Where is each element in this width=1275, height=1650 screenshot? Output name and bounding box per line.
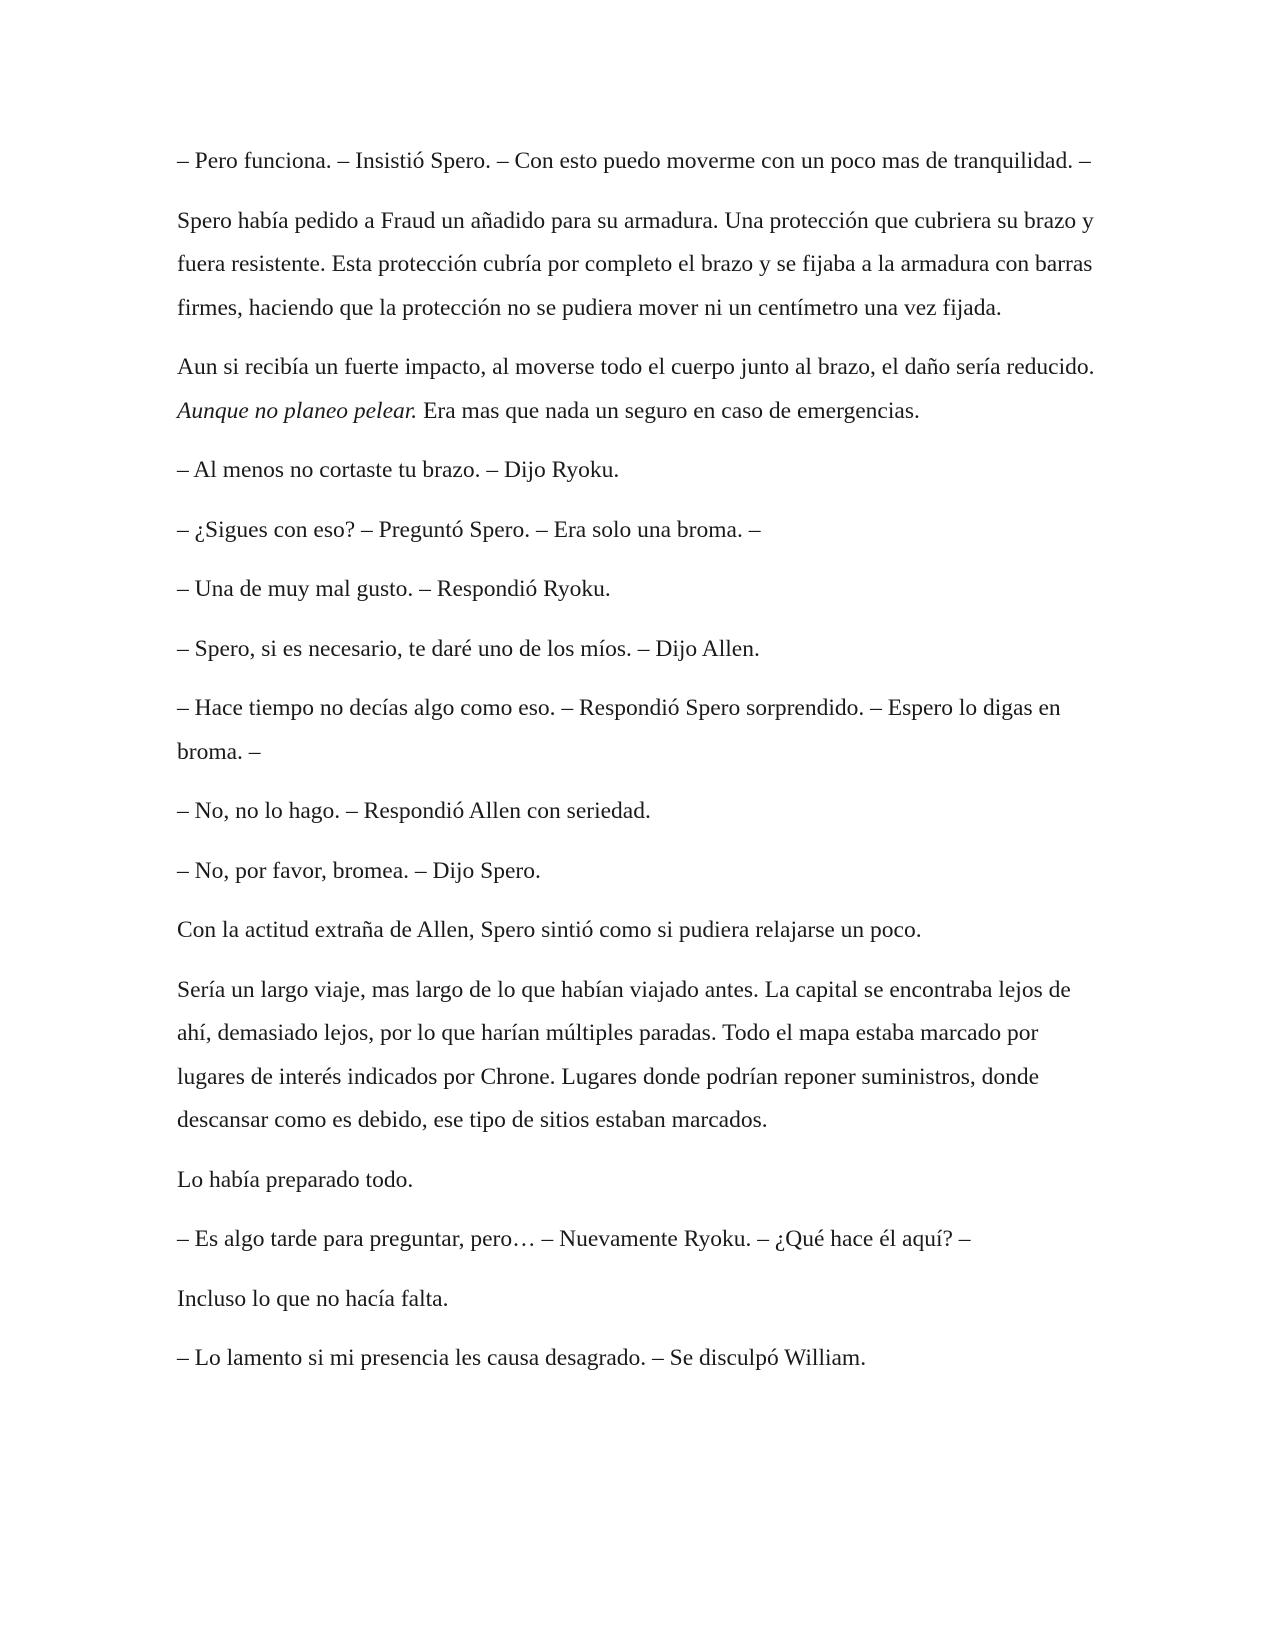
paragraph: Incluso lo que no hacía falta. [177, 1285, 449, 1312]
paragraph: – Una de muy mal gusto. – Respondió Ryoku. [177, 576, 611, 602]
paragraph: Spero había pedido a Fraud un añadido para su armadura. Una protección que cubriera su brazo y fuera resistente. Esta protección cubría por completo el brazo y se fijaba a la armadura con barras firmes, haciendo que la protección no se pudiera mover ni un centímetro una vez fijada. [177, 207, 1094, 321]
paragraph: – Hace tiempo no decías algo como eso. – Respondió Spero sorprendido. – Espero lo digas en broma. – [177, 695, 1061, 765]
paragraph: Con la actitud extraña de Allen, Spero sintió como si pudiera relajarse un poco. [177, 917, 922, 943]
paragraph: – Al menos no cortaste tu brazo. – Dijo Ryoku. [177, 457, 620, 483]
paragraph [177, 346, 1107, 433]
paragraph: – No, no lo hago. – Respondió Allen con seriedad. [177, 798, 651, 824]
paragraph: – No, por favor, bromea. – Dijo Spero. [177, 857, 541, 884]
paragraph: – Es algo tarde para preguntar, pero… – Nuevamente Ryoku. – ¿Qué hace él aquí? – [177, 1226, 971, 1252]
paragraph-text: Era mas que nada un seguro en caso de emergencias. [417, 397, 920, 424]
paragraph: Sería un largo viaje, mas largo de lo que habían viajado antes. La capital se encontraba lejos de ahí, demasiado lejos, por lo que harían múltiples paradas. Todo el mapa estaba marcado por lugares de interés indicados por Chrone. Lugares donde podrían reponer suministros, donde descansar como es debido, ese tipo de sitios estaban marcados. [177, 976, 1071, 1133]
italic-thought: Aunque no planeo pelear. [177, 397, 418, 424]
paragraph-text: Aun si recibía un fuerte impacto, al moverse todo el cuerpo junto al brazo, el daño sería reducido. [177, 354, 1095, 380]
paragraph: – Pero funciona. – Insistió Spero. – Con esto puedo moverme con un poco mas de tranquilidad. – [177, 148, 1091, 174]
paragraph: – Spero, si es necesario, te daré uno de los míos. – Dijo Allen. [177, 635, 760, 662]
paragraph: – Lo lamento si mi presencia les causa desagrado. – Se disculpó William. [177, 1345, 867, 1371]
paragraph: – ¿Sigues con eso? – Preguntó Spero. – Era solo una broma. – [177, 516, 761, 543]
text-body [177, 140, 1107, 1397]
paragraph: Lo había preparado todo. [177, 1166, 414, 1193]
